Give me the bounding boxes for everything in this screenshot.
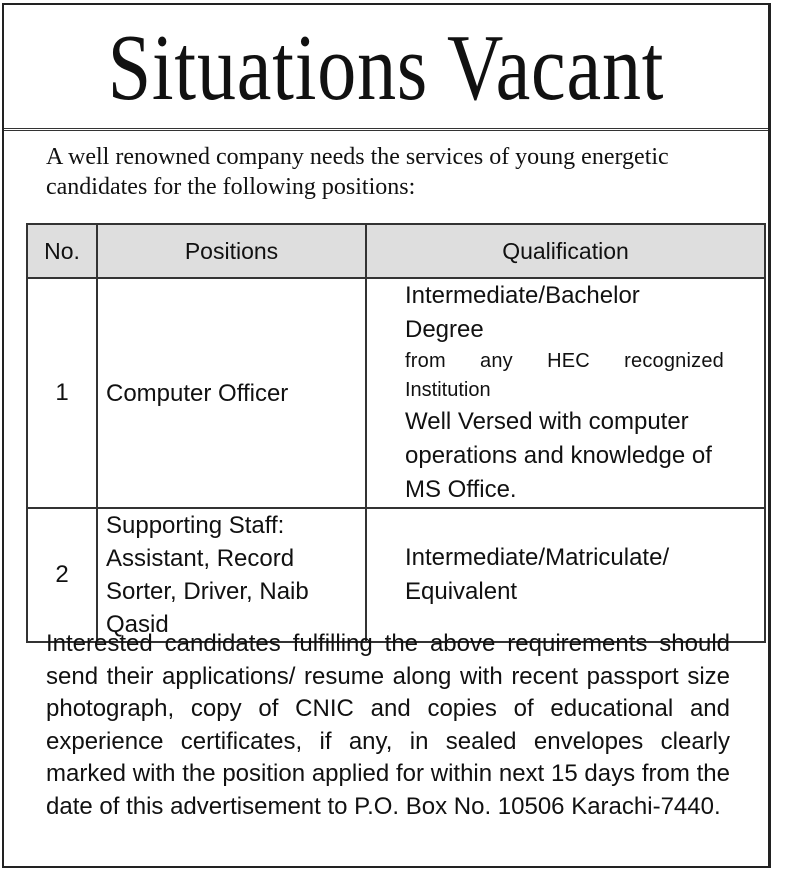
qualification-line: Intermediate/Bachelor Degree [405,282,640,343]
number-column-header: No. [27,224,97,278]
qualification-line: Well Versed with computer operations and knowledge of MS Office. [405,408,712,503]
positions-table-header [27,224,765,278]
positions-table-body [27,278,765,642]
positions-table [26,223,766,643]
table-row [27,278,765,508]
qualification-line: from any HEC recognized [405,350,724,372]
position-number: 1 [27,278,97,508]
advertisement-intro: A well renowned company needs the services of young energetic candidates for the following positions: [46,144,669,200]
table-header-row [27,224,765,278]
application-instructions: Interested candidates fulfilling the above requirements should send their applications/ resume along with recent passport size photograph, copy of CNIC and copies of educational and experience certificates, if any, in sealed envelopes clearly marked with the position applied for within next 15 days from the date of this advertisement to P.O. Box No. 10506 Karachi-7440. [46,630,730,820]
position-qualification [366,278,765,508]
qualification-line: Intermediate/Matriculate/ Equivalent [405,544,670,605]
position-qualification [366,508,765,642]
advertisement-header [4,5,768,131]
qualification-line: Institution [405,379,491,401]
table-row [27,508,765,642]
position-title: Computer Officer [97,278,366,508]
position-title: Supporting Staff: Assistant, Record Sorter, Driver, Naib Qasid [97,508,366,642]
job-advertisement [2,3,771,868]
position-number: 2 [27,508,97,642]
advertisement-title: Situations Vacant [107,16,665,120]
positions-column-header: Positions [97,224,366,278]
qualification-column-header: Qualification [366,224,765,278]
